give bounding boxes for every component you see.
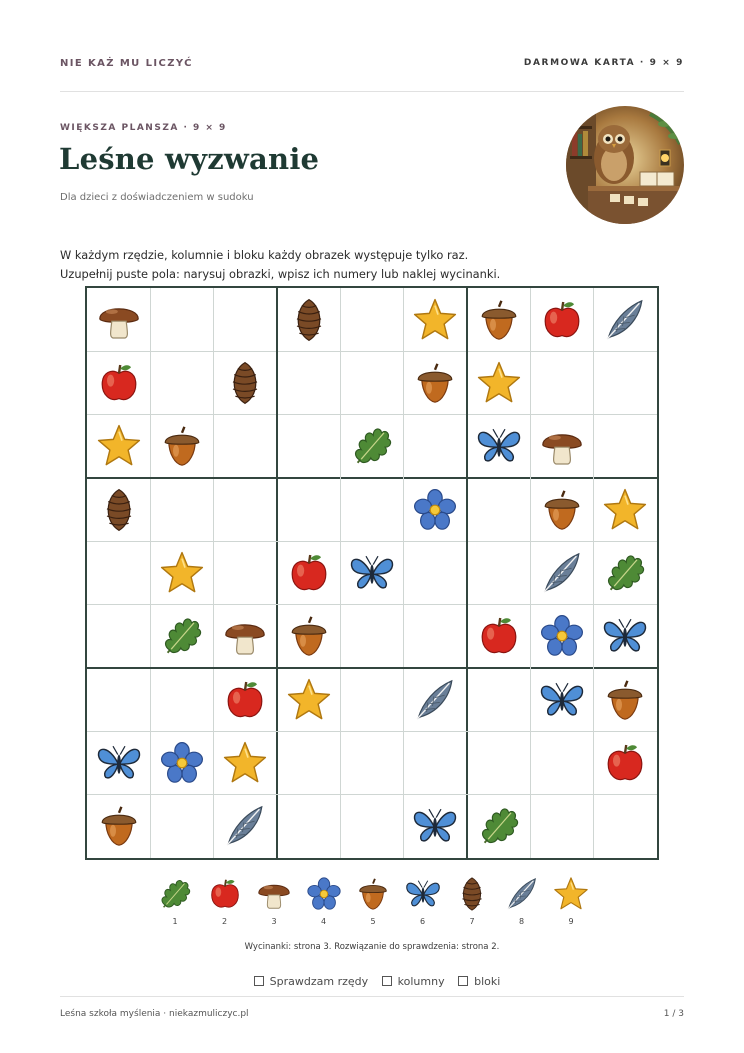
legend-number: 9 [568, 917, 574, 926]
given-cell [87, 731, 150, 794]
blue-flower-icon [538, 612, 586, 660]
given-cell [277, 541, 340, 604]
empty-cell[interactable] [277, 795, 340, 858]
given-cell [467, 351, 530, 414]
legend-item [551, 873, 591, 929]
legend-number: 8 [518, 917, 525, 926]
legend-symbol [255, 875, 293, 913]
empty-cell[interactable] [150, 668, 213, 731]
footer-source: Leśna szkoła myślenia · niekazmuliczyc.pl [60, 1009, 249, 1019]
empty-cell[interactable] [277, 351, 340, 414]
feather-icon [601, 296, 649, 344]
given-cell [404, 351, 467, 414]
owl-reading-icon [566, 106, 684, 224]
given-cell [87, 478, 150, 541]
legend-symbol [206, 875, 244, 913]
legend-item [205, 873, 245, 929]
blue-flower-icon [411, 486, 459, 534]
cutout-note: Wycinanki: strona 3. Rozwiązanie do sprawdzenia: strona 2. [244, 942, 500, 952]
butterfly-icon [348, 549, 396, 597]
empty-cell[interactable] [277, 478, 340, 541]
given-cell [594, 541, 657, 604]
legend-item [304, 873, 344, 929]
legend-item [353, 873, 393, 929]
empty-cell[interactable] [340, 605, 403, 668]
empty-cell[interactable] [467, 668, 530, 731]
empty-cell[interactable] [467, 731, 530, 794]
legend-symbol [354, 875, 392, 913]
apple-icon [475, 612, 523, 660]
oak-leaf-icon [158, 612, 206, 660]
legend-item [155, 873, 195, 929]
check-columns-checkbox[interactable] [382, 976, 392, 986]
empty-cell[interactable] [214, 478, 277, 541]
empty-cell[interactable] [404, 731, 467, 794]
given-cell [594, 731, 657, 794]
empty-cell[interactable] [467, 541, 530, 604]
legend-symbol [552, 875, 590, 913]
star-icon [95, 422, 143, 470]
mushroom-icon [221, 612, 269, 660]
empty-cell[interactable] [340, 731, 403, 794]
butterfly-icon [475, 422, 523, 470]
empty-cell[interactable] [594, 795, 657, 858]
apple-icon [206, 875, 244, 913]
oak-leaf-icon [601, 549, 649, 597]
legend-number: 5 [370, 917, 376, 926]
star-icon [411, 296, 459, 344]
given-cell [404, 288, 467, 351]
empty-cell[interactable] [594, 415, 657, 478]
empty-cell[interactable] [87, 668, 150, 731]
given-cell [467, 605, 530, 668]
empty-cell[interactable] [87, 541, 150, 604]
feather-icon [503, 875, 541, 913]
blue-flower-icon [158, 739, 206, 787]
legend-number: 3 [271, 917, 277, 926]
given-cell [214, 795, 277, 858]
empty-cell[interactable] [150, 795, 213, 858]
given-cell [150, 605, 213, 668]
empty-cell[interactable] [530, 731, 593, 794]
empty-cell[interactable] [214, 541, 277, 604]
empty-cell[interactable] [340, 288, 403, 351]
apple-icon [221, 676, 269, 724]
empty-cell[interactable] [530, 795, 593, 858]
given-cell [467, 795, 530, 858]
empty-cell[interactable] [467, 478, 530, 541]
legend-number: 1 [172, 917, 178, 926]
star-icon [601, 486, 649, 534]
acorn-icon [411, 359, 459, 407]
given-cell [340, 541, 403, 604]
legend-symbol [503, 875, 541, 913]
legend-number: 2 [221, 917, 228, 926]
empty-cell[interactable] [340, 351, 403, 414]
feather-icon [538, 549, 586, 597]
self-check-row [0, 975, 744, 988]
butterfly-icon [538, 676, 586, 724]
empty-cell[interactable] [214, 415, 277, 478]
given-cell [150, 541, 213, 604]
legend-item [403, 873, 443, 929]
legend-number: 6 [419, 917, 426, 926]
legend-symbol [156, 875, 194, 913]
apple-icon [538, 296, 586, 344]
given-cell [87, 415, 150, 478]
instruction-line-2: Uzupełnij puste pola: narysuj obrazki, wpisz ich numery lub naklej wycinanki. [60, 267, 501, 281]
oak-leaf-icon [475, 802, 523, 850]
apple-icon [285, 549, 333, 597]
empty-cell[interactable] [150, 351, 213, 414]
apple-icon [95, 359, 143, 407]
empty-cell[interactable] [277, 731, 340, 794]
butterfly-icon [404, 875, 442, 913]
butterfly-icon [95, 739, 143, 787]
butterfly-icon [601, 612, 649, 660]
legend-symbol [305, 875, 343, 913]
empty-cell[interactable] [530, 351, 593, 414]
page-header [60, 58, 684, 72]
empty-cell[interactable] [87, 605, 150, 668]
pine-cone-icon [285, 296, 333, 344]
feather-icon [221, 802, 269, 850]
pine-cone-icon [221, 359, 269, 407]
given-cell [277, 605, 340, 668]
empty-cell[interactable] [404, 415, 467, 478]
mushroom-icon [95, 296, 143, 344]
check-columns-label: kolumny [397, 975, 445, 988]
footer-divider [60, 996, 684, 997]
apple-icon [601, 739, 649, 787]
mushroom-icon [255, 875, 293, 913]
page-title: Leśne wyzwanie [59, 142, 320, 176]
given-cell [467, 288, 530, 351]
star-icon [285, 676, 333, 724]
acorn-icon [285, 612, 333, 660]
empty-cell[interactable] [594, 351, 657, 414]
legend-symbol [404, 875, 442, 913]
legend-item [452, 873, 492, 929]
instructions [60, 246, 500, 284]
given-cell [340, 415, 403, 478]
given-cell [87, 288, 150, 351]
acorn-icon [158, 422, 206, 470]
star-icon [158, 549, 206, 597]
given-cell [594, 605, 657, 668]
pine-cone-icon [95, 486, 143, 534]
page-subtitle: Dla dzieci z doświadczeniem w sudoku [60, 192, 254, 203]
star-icon [221, 739, 269, 787]
given-cell [594, 478, 657, 541]
empty-cell[interactable] [340, 668, 403, 731]
acorn-icon [354, 875, 392, 913]
legend-number: 4 [320, 917, 327, 926]
given-cell [214, 668, 277, 731]
oak-leaf-icon [348, 422, 396, 470]
feather-icon [411, 676, 459, 724]
page-number: 1 / 3 [663, 1009, 684, 1019]
empty-cell[interactable] [340, 795, 403, 858]
given-cell [214, 605, 277, 668]
empty-cell[interactable] [277, 415, 340, 478]
given-cell [530, 541, 593, 604]
empty-cell[interactable] [214, 288, 277, 351]
legend-symbol [453, 875, 491, 913]
empty-cell[interactable] [150, 288, 213, 351]
acorn-icon [95, 802, 143, 850]
oak-leaf-icon [156, 875, 194, 913]
given-cell [404, 668, 467, 731]
given-cell [150, 415, 213, 478]
given-cell [530, 605, 593, 668]
given-cell [214, 731, 277, 794]
acorn-icon [538, 486, 586, 534]
card-tag: DARMOWA KARTA · 9 × 9 [523, 58, 684, 68]
given-cell [277, 288, 340, 351]
star-icon [552, 875, 590, 913]
empty-cell[interactable] [340, 478, 403, 541]
acorn-icon [475, 296, 523, 344]
butterfly-icon [411, 802, 459, 850]
empty-cell[interactable] [404, 605, 467, 668]
instruction-line-1: W każdym rzędzie, kolumnie i bloku każdy obrazek występuje tylko raz. [60, 248, 469, 262]
brand-name: NIE KAŻ MU LICZYĆ [60, 58, 193, 69]
given-cell [467, 415, 530, 478]
given-cell [277, 668, 340, 731]
sudoku-board [85, 286, 659, 860]
legend-number: 7 [469, 917, 475, 926]
given-cell [530, 668, 593, 731]
board-size-label: WIĘKSZA PLANSZA · 9 × 9 [60, 123, 227, 133]
symbol-legend [155, 873, 595, 929]
pine-cone-icon [453, 875, 491, 913]
given-cell [87, 351, 150, 414]
given-cell [594, 288, 657, 351]
check-rows-label: Sprawdzam rzędy [269, 975, 369, 988]
check-blocks-label: bloki [474, 975, 501, 988]
given-cell [530, 288, 593, 351]
legend-item [502, 873, 542, 929]
acorn-icon [601, 676, 649, 724]
given-cell [530, 415, 593, 478]
empty-cell[interactable] [404, 541, 467, 604]
blue-flower-icon [305, 875, 343, 913]
header-divider [60, 91, 684, 92]
given-cell [530, 478, 593, 541]
star-icon [475, 359, 523, 407]
mushroom-icon [538, 422, 586, 470]
empty-cell[interactable] [150, 478, 213, 541]
given-cell [150, 731, 213, 794]
given-cell [594, 668, 657, 731]
legend-item [254, 873, 294, 929]
given-cell [87, 795, 150, 858]
given-cell [404, 478, 467, 541]
check-blocks-checkbox[interactable] [458, 976, 468, 986]
check-rows-checkbox[interactable] [254, 976, 264, 986]
given-cell [214, 351, 277, 414]
given-cell [404, 795, 467, 858]
